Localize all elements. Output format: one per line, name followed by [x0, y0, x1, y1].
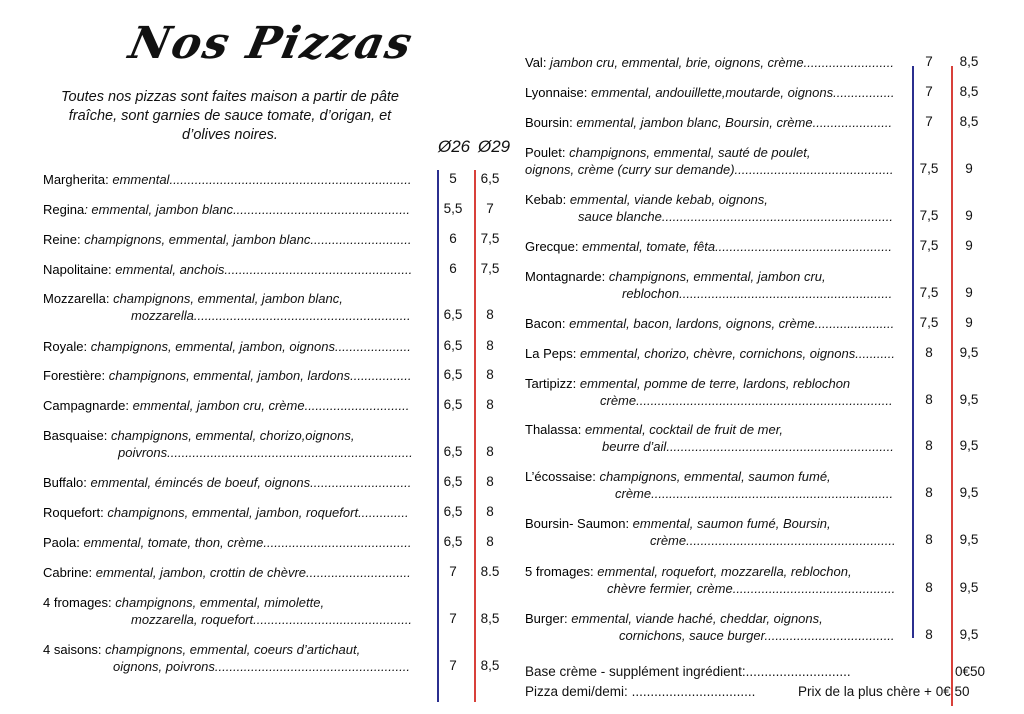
pizza-ingredients-line2: cornichons, sauce burger	[619, 628, 765, 643]
leader-dots: ....................................................................	[167, 445, 413, 460]
price-26: 8	[925, 392, 933, 407]
price-29: 8	[486, 534, 494, 549]
pizza-item	[525, 144, 810, 161]
leader-dots: ...........	[855, 346, 895, 361]
pizza-ingredients: emmental, roquefort, mozzarella, reblochon,	[593, 564, 852, 579]
price-26: 7	[449, 611, 457, 626]
pizza-item	[43, 641, 360, 658]
price-29: 8,5	[959, 84, 979, 99]
leader-dots: ............................	[310, 475, 412, 490]
pizza-item	[43, 504, 409, 521]
pizza-name: Basquaise:	[43, 428, 108, 443]
pizza-ingredients-line2: crème	[650, 533, 687, 548]
pizza-ingredients: emmental, tomate, fêta	[578, 239, 716, 254]
pizza-name: Bacon:	[525, 316, 566, 331]
price-29: 7	[486, 201, 494, 216]
pizza-name: Boursin- Saumon:	[525, 516, 630, 531]
pizza-name: Margherita:	[43, 172, 109, 187]
price-26: 7,5	[919, 161, 939, 176]
leader-dots: ..........................................................	[686, 533, 896, 548]
price-26: 7	[925, 114, 933, 129]
base-creme-label: Base crème - supplément ingrédient:	[525, 664, 746, 679]
price-26: 8	[925, 580, 933, 595]
pizza-item-continued	[131, 611, 412, 628]
pizza-item	[43, 290, 343, 307]
leader-dots: .....................	[334, 339, 411, 354]
leader-dots: .............................................	[732, 581, 896, 596]
leader-dots: .........................................	[263, 535, 412, 550]
pizza-item	[43, 367, 412, 384]
price-26: 8	[925, 627, 933, 642]
pizza-item	[525, 114, 892, 131]
price-26: 6,5	[443, 504, 463, 519]
pizza-name: Burger:	[525, 611, 568, 626]
price-26: 6,5	[443, 367, 463, 382]
pizza-item	[525, 315, 894, 332]
pizza-ingredients-line2: sauce blanche	[578, 209, 662, 224]
pizza-item	[43, 338, 411, 355]
price-29: 9	[965, 238, 973, 253]
price-29: 9	[965, 208, 973, 223]
price-29: 9	[965, 285, 973, 300]
base-creme-price: 0€50	[955, 664, 986, 679]
pizza-name: Campagnarde:	[43, 398, 129, 413]
pizza-ingredients-line2: crème	[600, 393, 637, 408]
pizza-ingredients: champignons, emmental, chorizo,oignons,	[107, 428, 355, 443]
price-29: 8	[486, 307, 494, 322]
pizza-item-continued	[602, 438, 894, 455]
price-29: 8	[486, 444, 494, 459]
price-26: 7,5	[919, 238, 939, 253]
pizza-name: Mozzarella:	[43, 291, 110, 306]
pizza-name: La Peps:	[525, 346, 577, 361]
pizza-name: 5 fromages:	[525, 564, 594, 579]
pizza-name: 4 fromages:	[43, 595, 112, 610]
leader-dots: .................................................	[233, 202, 411, 217]
pizza-ingredients: emmental, anchois	[111, 262, 225, 277]
leader-dots: ......................................................	[214, 659, 410, 674]
pizza-item-continued	[131, 307, 411, 324]
pizza-name: Buffalo:	[43, 475, 87, 490]
pizza-ingredients-line2: chèvre fermier, crème	[607, 581, 733, 596]
pizza-item	[43, 171, 411, 188]
price-26: 7	[925, 54, 933, 69]
pizza-item	[43, 427, 354, 444]
pizza-item	[525, 268, 826, 285]
price-29: 9,5	[959, 580, 979, 595]
leader-dots: ....................................................	[224, 262, 413, 277]
demi-demi-dots: .................................	[631, 684, 756, 699]
pizza-ingredients: emmental	[108, 172, 170, 187]
size-29-heading: Ø29	[478, 137, 511, 156]
price-29: 7,5	[480, 231, 500, 246]
pizza-item	[43, 201, 410, 218]
pizza-name: Tartipizz:	[525, 376, 577, 391]
price-29: 9,5	[959, 627, 979, 642]
page-title: Nos Pizzas	[124, 18, 419, 69]
price-29: 8.5	[480, 564, 500, 579]
pizza-name: Reine:	[43, 232, 81, 247]
demi-demi-label: Pizza demi/demi:	[525, 684, 628, 699]
pizza-ingredients: emmental, bacon, lardons, oignons, crème	[565, 316, 815, 331]
price-26: 7,5	[919, 208, 939, 223]
pizza-name: L’écossaise:	[525, 469, 596, 484]
pizza-ingredients: emmental, pomme de terre, lardons, reblochon	[576, 376, 851, 391]
leader-dots: ...................................................................	[651, 486, 894, 501]
leader-dots: ...........................................................	[679, 286, 893, 301]
price-29: 9	[965, 315, 973, 330]
pizza-ingredients-line2: beurre d’ail	[602, 439, 667, 454]
pizza-ingredients-line2: mozzarella, roquefort	[131, 612, 254, 627]
pizza-item	[525, 515, 831, 532]
pizza-ingredients: jambon cru, emmental, brie, oignons, crème	[546, 55, 804, 70]
demi-demi-price: Prix de la plus chère + 0€ 50	[798, 684, 970, 699]
leader-dots: ............................	[310, 232, 412, 247]
pizza-ingredients: champignons, emmental, jambon, lardons	[105, 368, 351, 383]
pizza-name: 4 saisons:	[43, 642, 102, 657]
leader-dots: .................	[833, 85, 895, 100]
pizza-name: Paola:	[43, 535, 80, 550]
pizza-ingredients-line2: crème	[615, 486, 652, 501]
price-26: 7	[449, 658, 457, 673]
pizza-name: Lyonnaise:	[525, 85, 588, 100]
pizza-item	[43, 594, 324, 611]
price-26: 7	[449, 564, 457, 579]
leader-dots: ....................................	[764, 628, 895, 643]
price-26: 7	[925, 84, 933, 99]
pizza-ingredients: champignons, emmental, mimolette,	[111, 595, 325, 610]
footer-demi-demi	[525, 684, 755, 699]
pizza-item	[525, 191, 768, 208]
pizza-ingredients: emmental, viande haché, cheddar, oignons,	[567, 611, 823, 626]
pizza-ingredients-line2: mozzarella	[131, 308, 194, 323]
pizza-item	[525, 84, 895, 101]
leader-dots: .................................................	[715, 239, 893, 254]
price-29: 9,5	[959, 345, 979, 360]
pizza-name: Montagnarde:	[525, 269, 606, 284]
price-26: 6	[449, 261, 457, 276]
price-29: 8,5	[959, 114, 979, 129]
pizza-item-continued	[607, 580, 895, 597]
price-29: 9,5	[959, 532, 979, 547]
pizza-ingredients: champignons, emmental, sauté de poulet,	[565, 145, 811, 160]
price-29: 8,5	[480, 658, 500, 673]
leader-dots: .............................	[306, 565, 411, 580]
pizza-name: Thalassa:	[525, 422, 582, 437]
pizza-ingredients: emmental, tomate, thon, crème	[79, 535, 264, 550]
pizza-item-continued	[650, 532, 896, 549]
price-29: 9,5	[959, 392, 979, 407]
pizza-ingredients: emmental, jambon blanc, Boursin, crème	[572, 115, 813, 130]
price-26: 6,5	[443, 307, 463, 322]
pizza-ingredients: champignons, emmental, saumon fumé,	[595, 469, 831, 484]
leader-dots: .............................	[304, 398, 410, 413]
pizza-item	[525, 468, 831, 485]
intro-text: Toutes nos pizzas sont faites maison a partir de pâte fraîche, sont garnies de sauce tomate, d’origan, et d’olives noires.	[61, 89, 399, 143]
price-29: 8	[486, 474, 494, 489]
pizza-name: Roquefort:	[43, 505, 104, 520]
price-29: 8,5	[959, 54, 979, 69]
price-26: 5	[449, 171, 457, 186]
leader-dots: ............................................	[734, 162, 894, 177]
price-29: 7,5	[480, 261, 500, 276]
price-29: 9	[965, 161, 973, 176]
pizza-name: Poulet:	[525, 145, 566, 160]
price-26: 6,5	[443, 444, 463, 459]
price-29: 8,5	[480, 611, 500, 626]
pizza-ingredients-line2: reblochon	[622, 286, 680, 301]
leader-dots: ............................................................	[193, 308, 411, 323]
pizza-item-continued	[622, 285, 892, 302]
pizza-name: Val:	[525, 55, 547, 70]
price-26: 6,5	[443, 397, 463, 412]
pizza-item	[525, 421, 783, 438]
pizza-item	[43, 474, 411, 491]
pizza-item-continued	[615, 485, 893, 502]
pizza-item	[525, 610, 823, 627]
leader-dots: .......................................................................	[636, 393, 893, 408]
pizza-item-continued	[525, 161, 893, 178]
price-26: 8	[925, 532, 933, 547]
pizza-name: Grecque:	[525, 239, 579, 254]
leader-dots: ..............	[358, 505, 409, 520]
pizza-ingredients: champignons, emmental, jambon blanc	[80, 232, 311, 247]
pizza-ingredients: emmental, émincés de boeuf, oignons	[86, 475, 311, 490]
footer-base-creme	[525, 664, 851, 679]
pizza-name: Napolitaine:	[43, 262, 112, 277]
leader-dots: ............................................	[253, 612, 413, 627]
price-26: 6,5	[443, 338, 463, 353]
pizza-ingredients: emmental, saumon fumé, Boursin,	[629, 516, 831, 531]
pizza-item	[43, 534, 412, 551]
price-26: 7,5	[919, 315, 939, 330]
pizza-item-continued	[578, 208, 893, 225]
leader-dots: ...................................................................	[169, 172, 412, 187]
leader-dots: ......................	[812, 115, 893, 130]
pizza-ingredients: champignons, emmental, jambon cru,	[605, 269, 826, 284]
price-26: 8	[925, 345, 933, 360]
pizza-ingredients-line2: oignons, crème (curry sur demande)	[525, 162, 735, 177]
pizza-item	[525, 375, 850, 392]
price-29: 9,5	[959, 438, 979, 453]
leader-dots: ...............................................................	[666, 439, 894, 454]
leader-dots: .........................	[803, 55, 894, 70]
pizza-name: Cabrine:	[43, 565, 93, 580]
leader-dots: ......................	[814, 316, 895, 331]
base-creme-dots: ............................	[745, 664, 851, 679]
pizza-ingredients: emmental, jambon cru, crème	[129, 398, 305, 413]
price-26: 5,5	[443, 201, 463, 216]
pizza-item	[525, 345, 895, 362]
pizza-ingredients-line2: poivrons	[118, 445, 168, 460]
size-26-heading: Ø26	[438, 137, 471, 156]
pizza-item-continued	[118, 444, 413, 461]
pizza-name: Regina	[43, 202, 85, 217]
leader-dots: ................................................................	[661, 209, 893, 224]
pizza-ingredients: champignons, emmental, jambon blanc,	[109, 291, 343, 306]
price-26: 8	[925, 485, 933, 500]
pizza-name: Royale:	[43, 339, 88, 354]
price-29: 8	[486, 367, 494, 382]
pizza-ingredients: champignons, emmental, jambon, roquefort	[103, 505, 359, 520]
pizza-name: Forestière:	[43, 368, 106, 383]
price-26: 8	[925, 438, 933, 453]
price-29: 8	[486, 338, 494, 353]
pizza-ingredients: emmental, andouillette,moutarde, oignons	[587, 85, 834, 100]
pizza-ingredients: emmental, chorizo, chèvre, cornichons, oignons	[576, 346, 856, 361]
price-29: 8	[486, 504, 494, 519]
pizza-item	[525, 54, 894, 71]
price-26: 7,5	[919, 285, 939, 300]
price-26: 6,5	[443, 534, 463, 549]
pizza-ingredients: emmental, viande kebab, oignons,	[566, 192, 768, 207]
price-29: 6,5	[480, 171, 500, 186]
pizza-item	[43, 564, 411, 581]
pizza-item-continued	[113, 658, 410, 675]
pizza-item	[525, 563, 852, 580]
pizza-ingredients: emmental, jambon, crottin de chèvre	[92, 565, 307, 580]
pizza-ingredients: champignons, emmental, coeurs d’artichaut,	[101, 642, 361, 657]
pizza-ingredients: emmental, cocktail de fruit de mer,	[581, 422, 783, 437]
pizza-item	[525, 238, 892, 255]
pizza-name: Kebab:	[525, 192, 567, 207]
leader-dots: .................	[350, 368, 412, 383]
pizza-item	[43, 261, 412, 278]
pizza-name: Boursin:	[525, 115, 573, 130]
pizza-item	[43, 231, 412, 248]
price-26: 6	[449, 231, 457, 246]
pizza-item-continued	[600, 392, 893, 409]
pizza-ingredients: : emmental, jambon blanc	[84, 202, 234, 217]
pizza-ingredients: champignons, emmental, jambon, oignons	[87, 339, 335, 354]
price-26: 6,5	[443, 474, 463, 489]
price-29: 8	[486, 397, 494, 412]
pizza-item-continued	[619, 627, 895, 644]
pizza-item	[43, 397, 409, 414]
price-29: 9,5	[959, 485, 979, 500]
pizza-ingredients-line2: oignons, poivrons	[113, 659, 215, 674]
